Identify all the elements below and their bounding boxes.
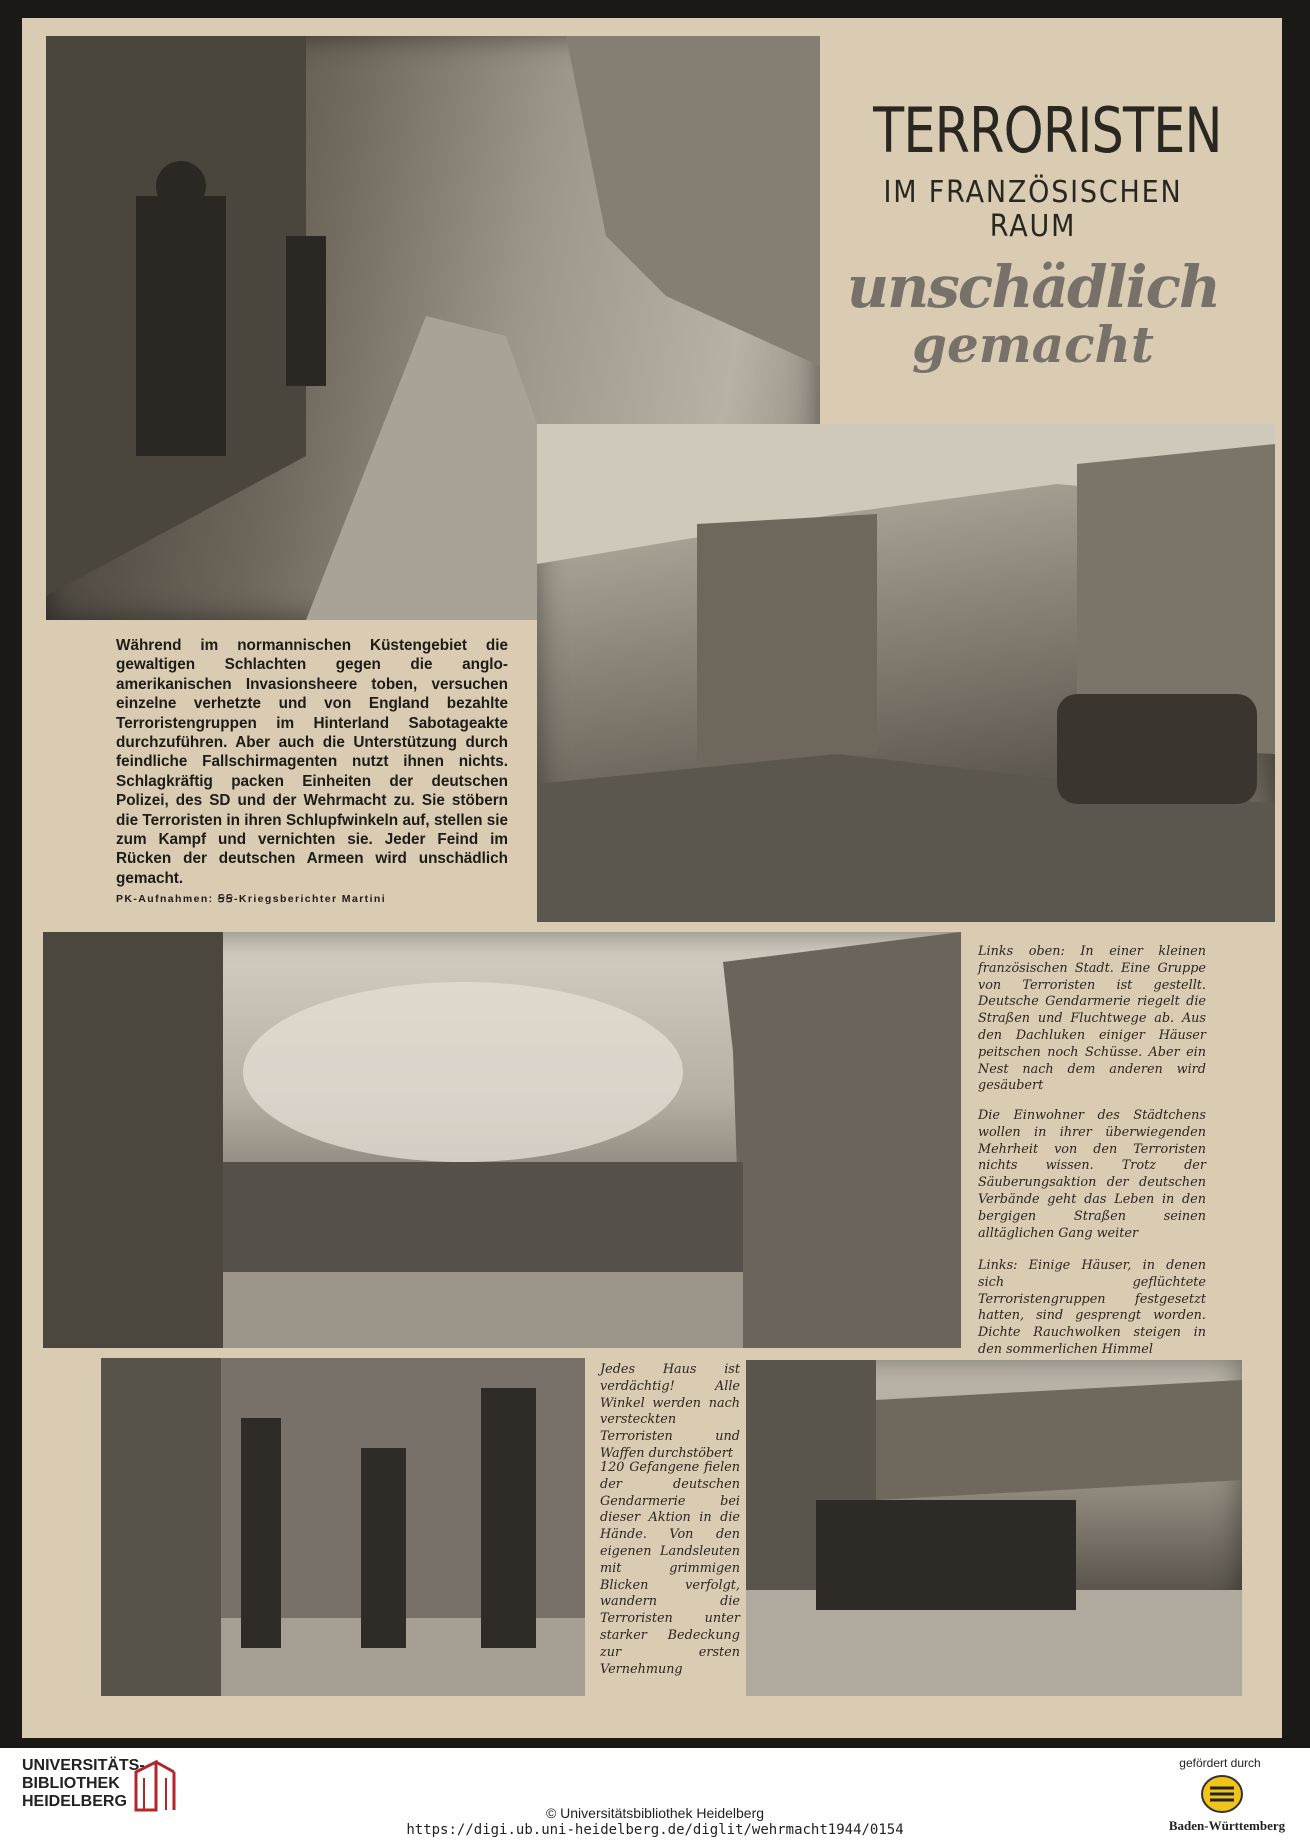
caption-town-photo: Die Einwohner des Städtchens wollen in ihrer überwiegenden Mehrheit von den Terroristen nichts wissen. Trotz der Säuberungsaktion der deutschen Verbände geht das Leben in den bergigen Straßen seinen alltäglichen Gang weiter bbox=[978, 1108, 1206, 1241]
copyright-notice: © Universitätsbibliothek Heidelberg bbox=[545, 1805, 765, 1821]
caption-smoke-photo: Links: Einige Häuser, in denen sich geflüchtete Terroristengruppen festgesetzt hatten, sind gesprengt worden. Dichte Rauchwolken steigen in den sommerlichen Himmel bbox=[978, 1258, 1206, 1357]
state-coat-of-arms-icon bbox=[1200, 1774, 1244, 1814]
library-name bbox=[22, 1757, 145, 1811]
caption-top-left-photo: Links oben: In einer kleinen französischen Stadt. Eine Gruppe von Terroristen ist gestellt. Deutsche Gendarmerie riegelt die Straßen und Fluchtwege ab. Aus den Dachluken einiger Häuser peitschen noch Schüsse. Aber ein Nest nach dem anderen wird gesäubert bbox=[978, 944, 1206, 1094]
town-scene-illustration bbox=[537, 424, 1275, 922]
search-scene-illustration bbox=[101, 1358, 585, 1696]
script-headline-2: gemacht bbox=[912, 315, 1154, 374]
script-headline-1: unschädlich bbox=[846, 253, 1220, 321]
subheadline-line-2: RAUM bbox=[989, 209, 1077, 244]
photo-town-armored-car bbox=[537, 424, 1275, 922]
caption-house-search: Jedes Haus ist verdächtig! Alle Winkel werden nach versteckten Terroristen und Waffen durchstöbert bbox=[600, 1362, 740, 1461]
photo-house-search bbox=[101, 1358, 585, 1696]
permalink-url[interactable]: https://digi.ub.uni-heidelberg.de/diglit/wehrmacht1944/0154 bbox=[406, 1822, 904, 1838]
caption-prisoners: 120 Gefangene fielen der deutschen Gendarmerie bei dieser Aktion in die Hände. Von den eigenen Landsleuten mit grimmigen Blicken verfolgt, wandern die Terroristen unter starker Bedeckung zur ersten Vernehmung bbox=[600, 1460, 740, 1677]
photo-prisoners-march bbox=[746, 1360, 1242, 1696]
photo-credit: PK-Aufnahmen: ꞨꞨ-Kriegsberichter Martini bbox=[116, 893, 387, 905]
headline-block bbox=[838, 94, 1228, 374]
subheadline-line-1: IM FRANZÖSISCHEN bbox=[883, 175, 1183, 210]
sponsor-label: gefördert durch bbox=[1179, 1756, 1261, 1770]
march-scene-illustration bbox=[746, 1360, 1242, 1696]
state-name: Baden-Württemberg bbox=[1168, 1818, 1286, 1833]
library-name-line-3: HEIDELBERG bbox=[22, 1793, 127, 1810]
photo-smoke-town-square bbox=[43, 932, 961, 1348]
headline: TERRORISTEN bbox=[873, 94, 1222, 167]
library-name-line-1: UNIVERSITÄTS- bbox=[22, 1757, 145, 1774]
library-name-line-2: BIBLIOTHEK bbox=[22, 1775, 120, 1792]
article-body: Während im normannischen Küstengebiet die gewaltigen Schlachten gegen die anglo-amerikanischen Invasionsheere toben, versuchen einzelne verhetzte und von England bezahlte Terroristengruppen im Hinterland Sabotageakte durchzuführen. Aber auch die Unterstützung durch feindliche Fallschirmagenten nutzt ihnen nichts. Schlagkräftig packen Einheiten der deutschen Polizei, des SD und der Wehrmacht zu. Sie stöbern die Terroristen in ihren Schlupfwinkeln auf, stellen sie zum Kampf und vernichten sie. Jeder Feind im Rücken der deutschen Armeen wird unschädlich gemacht. bbox=[116, 637, 508, 887]
smoke-scene-illustration bbox=[43, 932, 961, 1348]
subheadline bbox=[858, 176, 1209, 244]
